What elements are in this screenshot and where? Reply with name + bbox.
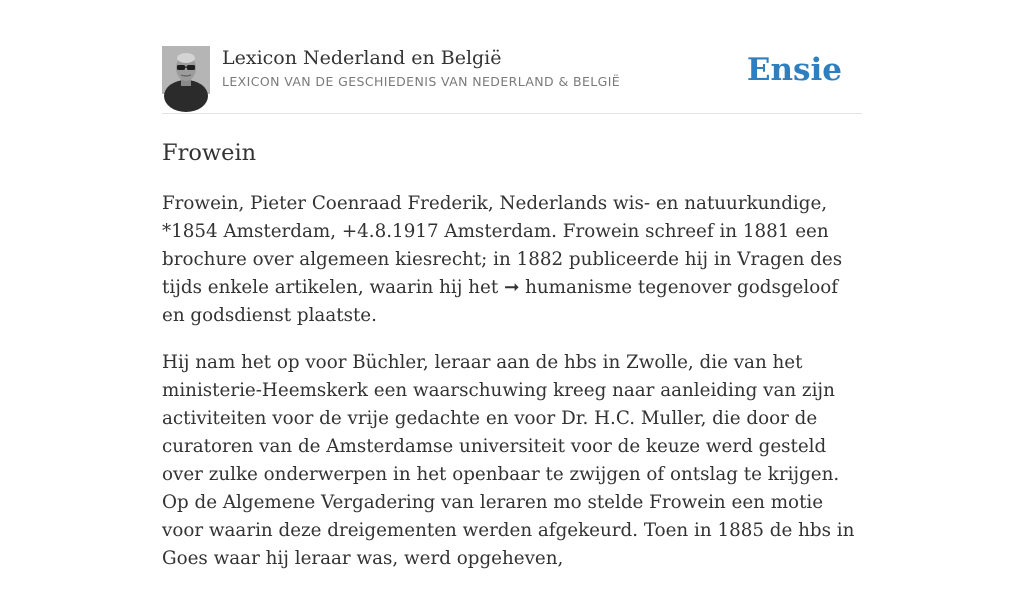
avatar[interactable]	[162, 46, 210, 94]
site-subtitle: LEXICON VAN DE GESCHIEDENIS VAN NEDERLAND & BELGIË	[222, 74, 621, 89]
header-divider	[162, 113, 862, 114]
article-body	[162, 190, 862, 592]
paragraph-1	[162, 190, 862, 330]
paragraph-1-text-a: Frowein, Pieter Coenraad Frederik, Nederlands wis- en natuurkundige, *1854 Amsterdam, +4.8.1917 Amsterdam. Frowein schreef in 1881 een brochure over algemeen kiesrecht; in 1882 publiceerde hij in Vragen des tijds enkele artikelen, waarin hij het	[162, 193, 843, 298]
article-title: Frowein	[162, 140, 257, 166]
paragraph-1-text-b: humanisme tegenover godsgeloof en godsdienst plaatste.	[162, 277, 838, 326]
site-title[interactable]: Lexicon Nederland en België	[222, 47, 502, 69]
site-header	[162, 46, 862, 96]
paragraph-2: Hij nam het op voor Büchler, leraar aan de hbs in Zwolle, die van het ministerie-Heemskerk een waarschuwing kreeg naar aanleiding van zijn activiteiten voor de vrije gedachte en voor Dr. H.C. Muller, die door de curatoren van de Amsterdamse universiteit voor de keuze werd gesteld over zulke onderwerpen in het openbaar te zwijgen of ontslag te krijgen. Op de Algemene Vergadering van leraren mo stelde Frowein een motie voor waarin deze dreigementen werden afgekeurd. Toen in 1885 de hbs in Goes waar hij leraar was, werd opgeheven,	[162, 352, 855, 569]
person-portrait-icon	[162, 46, 210, 94]
brand-logo[interactable]: Ensie	[746, 52, 842, 88]
cross-reference-arrow-icon[interactable]: ➞	[503, 277, 520, 298]
